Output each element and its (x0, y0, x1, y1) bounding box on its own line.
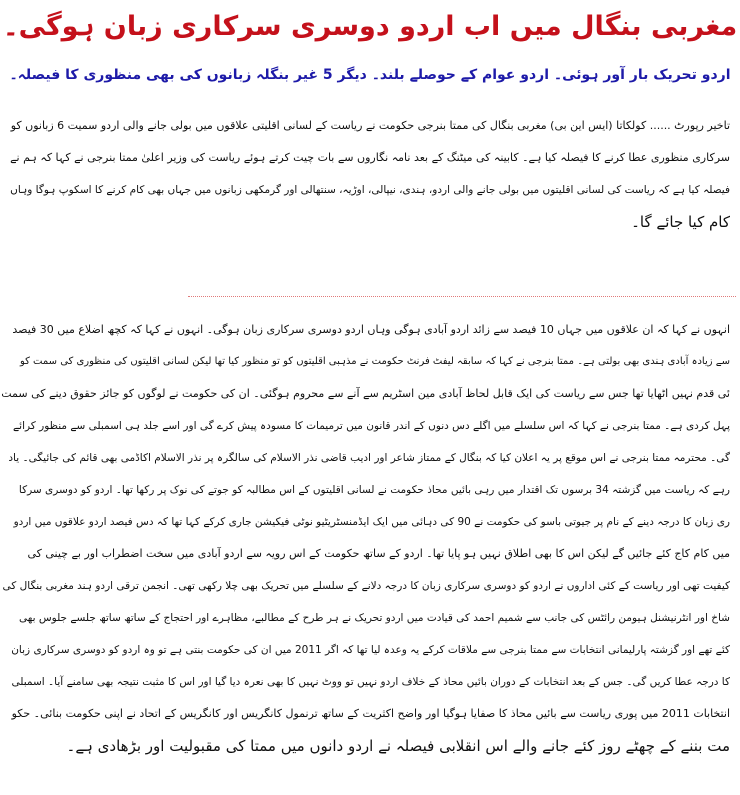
body-line: ری زبان کا درجہ دینے کے نام پر جیوتی باسو کی حکومت نے 90 کی دہائی میں ایک ایڈمنسٹریٹیو نوٹی فیکیشن جاری کرکے کہا تھا کہ دس فیصد اردو علاقوں میں اردو (13, 516, 730, 528)
intro-line: تاخیر رپورٹ ...... کولکاتا (ایس این بی) مغربی بنگال کی ممتا بنرجی حکومت نے ریاست کے لسانی اقلیتی علاقوں میں بولی جانے والی اردو سمیت 6 زبانوں کو (10, 119, 730, 132)
body-line: انتخابات 2011 میں پوری ریاست سے بائیں محاذ کا صفایا ہوگیا اور واضح اکثریت کے ساتھ ترنمول کانگریس اور کانگریس کے اتحاد نے اپنی حکومت بنائی۔ حکو (11, 707, 730, 720)
body-line: سے زیادہ آبادی ہندی بھی بولتی ہے۔ ممتا بنرجی نے کہا کہ سابقہ لیفٹ فرنٹ حکومت نے مذہبی اقلیتوں کو تو منظور کیا تھا لیکن لسانی اقلیتوں کی منظوری کی سمت کو (19, 356, 730, 367)
body-line: کا درجہ عطا کریں گی۔ جس کے بعد انتخابات کے دوران بائیں محاذ کے خلاف اردو نہیں تو ووٹ نہیں کا بھی نعرہ دیا گیا اور اس کا مثبت نتیجہ بھی سامنے آیا۔ اسمبلی (11, 676, 730, 688)
main-headline: مغربی بنگال میں اب اردو دوسری سرکاری زبان ہوگی۔ (2, 11, 738, 42)
body-line: ئی قدم نہیں اٹھایا تھا جس سے ریاست کی ایک قابل لحاظ آبادی مین اسٹریم سے آنے سے محروم ہوگئی۔ ان کی حکومت نے لوگوں کو جائز حقوق دینے کی سمت (1, 387, 730, 400)
body-line: رہے کہ ریاست میں گزشتہ 34 برسوں تک اقتدار میں رہی بائیں محاذ حکومت نے لسانی اقلیتوں کے اس مطالبہ کو جوتے کی نوک پر رکھا تھا۔ اردو کو دوسری سرکا (18, 484, 730, 496)
intro-paragraph (0, 110, 734, 238)
body-line: شاخ اور انٹرنیشنل ہیومن رائٹس کی جانب سے شمیم احمد کی قیادت میں اردو تحریک نے ہر طرح کے مطالبے، مظاہرے اور احتجاج کے ساتھ ساتھ جلسے جلوس بھی (18, 612, 730, 624)
body-line: پہل کردی ہے۔ ممتا بنرجی نے کہا کہ اس سلسلے میں اگلے دس دنوں کے اندر قانون میں ترمیمات کا مسودہ پیش کرے گی اور اسے جلد ہی اسمبلی سے منظور کرائے (13, 420, 730, 432)
intro-line: کام کیا جائے گا۔ (631, 213, 730, 231)
section-divider (188, 296, 736, 297)
sub-headline: اردو تحریک بار آور ہوئی۔ اردو عوام کے حوصلے بلند۔ دیگر 5 غیر بنگلہ زبانوں کی بھی منظوری کا فیصلہ۔ (9, 67, 731, 83)
body-line: کیفیت تھی اور ریاست کے کئی اداروں نے اردو کو دوسری سرکاری زبان کا درجہ دلانے کے سلسلے میں تحریک بھی چلا رکھی تھی۔ انجمن ترقی اردو ہند مغربی بنگال کی (2, 580, 730, 592)
intro-line: سرکاری منظوری عطا کرنے کا فیصلہ کیا ہے۔ کابینہ کی میٹنگ کے بعد نامہ نگاروں سے بات چیت کرتے ہوئے ریاست کی وزیر اعلیٰ ممتا بنرجی نے کہا کہ ہم نے (10, 151, 730, 164)
body-line: انہوں نے کہا کہ ان علاقوں میں جہاں 10 فیصد سے زائد اردو آبادی ہوگی وہاں اردو دوسری سرکاری زبان ہوگی۔ انہوں نے کہا کہ کچھ اضلاع میں 30 فیصد (12, 323, 730, 336)
body-line: مت بننے کے چھٹے روز کئے جانے والے اس انقلابی فیصلہ نے اردو دانوں میں ممتا کی مقبولیت اور بڑھادی ہے۔ (66, 737, 730, 755)
body-line: گی۔ محترمہ ممتا بنرجی نے اس موقع پر یہ اعلان کیا کہ بنگال کے ممتاز شاعر اور ادیب قاضی نذر الاسلام کی سالگرہ پر نذر الاسلام اکاڈمی بھی قائم کی جائیگی۔ یاد (8, 452, 730, 464)
intro-line: فیصلہ کیا ہے کہ ریاست کی لسانی اقلیتوں میں بولی جانے والی اردو، ہندی، نیپالی، اوڑیہ، سنتھالی اور گرمکھی زبانوں میں جہاں بھی کام کرنے کا اسکوپ ہوگا وہاں (10, 184, 730, 196)
body-line: کئے تھے اور گزشتہ پارلیمانی انتخابات سے ممتا بنرجی سے ملاقات کرکے یہ وعدہ لیا تھا کہ اگر 2011 میں ان کی حکومت بنتی ہے تو وہ اردو کو دوسری سرکاری زبان (11, 644, 730, 656)
body-paragraph (0, 314, 734, 762)
body-line: میں کام کاج کئے جائیں گے لیکن اس کا بھی اطلاق نہیں ہو پایا تھا۔ اردو کے ساتھ حکومت کے اس رویہ سے اردو آبادی میں سخت اضطراب اور بے چینی کی (27, 547, 730, 560)
